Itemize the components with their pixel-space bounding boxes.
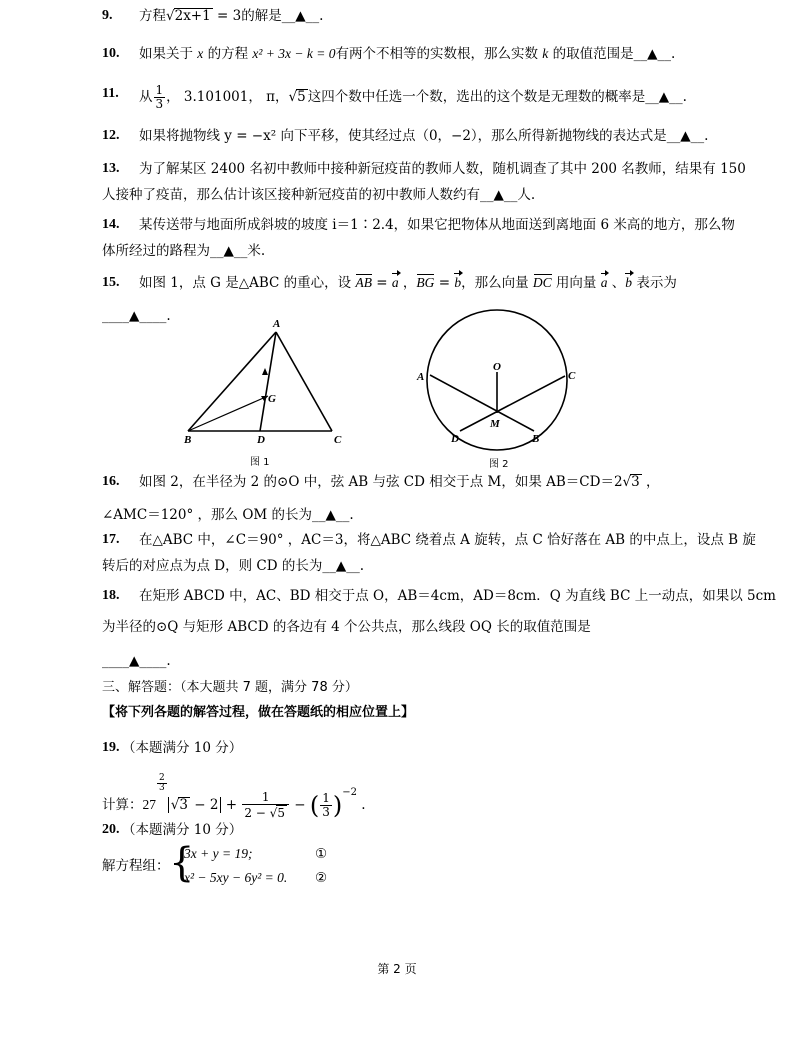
label-b: B	[532, 433, 540, 445]
question-number: 14.	[102, 217, 120, 232]
answer-blank: __▲__.	[281, 8, 324, 24]
answer-blank: ____▲____.	[102, 653, 171, 669]
absolute-value: √3 − 2	[168, 797, 222, 813]
question-number: 10.	[102, 46, 120, 61]
question-number: 19.	[102, 740, 120, 755]
answer-blank: __▲__.	[666, 128, 709, 144]
question-number: 13.	[102, 161, 120, 176]
figure-2-circle	[410, 300, 590, 475]
answer-blank: __▲__.	[633, 46, 676, 62]
question-number: 15.	[102, 275, 120, 290]
label-a: A	[417, 371, 425, 383]
question-number: 20.	[102, 822, 120, 837]
question-number: 9.	[102, 8, 113, 23]
label-c: C	[334, 434, 342, 446]
label-g: G	[268, 393, 276, 405]
fraction: $\frac{1}{3}$	[155, 83, 164, 111]
exam-page: 9. 方程√2x+1 = 3的解是__▲__. 10. 如果关于 x 的方程 x² + 3x − k = 0有两个不相等的实数根，那么实数 k 的取值范围是__▲__. 11. 从 $\frac{1}{3}$ ， 3.101001， π，√5 这四个数中任选一个数，选出的这个数是无理数的概率是__▲__. 12. 如果将抛物线 y = −x² 向下平移，使其经过点（0，−2），那么所得新抛物线的表达式是__▲__. 13. 为了解某区 2400 名初中教师中接种新冠疫苗的教师人数，随机调查了其中 200 名教师，结果有 150 人接种了疫苗，那么估计该区接种新冠疫苗的初中教师人数约有__▲__人. 14. 某传送带与地面所成斜坡的坡度 i＝1∶2.4，如果它把物体从地面送到离地面 6 米高的地方，那么物 体所经过的路程为__▲__米. 15. 如图 1，点 G 是△ABC 的重心，设 AB = a ，BG = b，那么向量 DC 用向量 a 、b 表示为 ____▲____. A B C D G 图 1 A C O M D B 图 2 16. 如图 2，在半径为 2 的⊙O 中，弦 AB 与弦 CD 相交于点 M，如果 AB＝CD＝2√3 ， ∠AMC＝120° ，那么 OM 的长为__▲__. 17. 在△ABC 中，∠C＝90° ，AC＝3，将△ABC 绕着点 A 旋转，点 C 恰好落在 AB 的中点上，设点 B 旋 转后的对应点为点 D，则 CD 的长为__▲__. 18. 在矩形 ABCD 中，AC、BD 相交于点 O，AB＝4cm，AD＝8cm．Q 为直线 BC 上一动点，如果以 5cm 为半径的⊙Q 与矩形 ABCD 的各边有 4 个公共点，那么线段 OQ 长的取值范围是 ____▲____. 三、解答题：（本大题共 7 题，满分 78 分） 【将下列各题的解答过程，做在答题纸的相应位置上】 19. （本题满分 10 分） 计算：27 $\frac{2}{3}$ √3 − 2 + $\frac{1}{2 - √5}$ − ( $\frac{1}{3}$ )$^{-2}$ . 20. （本题满分 10 分） 解方程组： { 3x + y = 19; ① x² − 5xy − 6y² = 0. ② 第 2 页	[0, 0, 794, 1041]
label-b: B	[184, 434, 192, 446]
question-number: 17.	[102, 532, 120, 547]
answer-blank: __▲__.	[645, 89, 687, 105]
page-footer: 第 2 页	[377, 962, 417, 976]
answer-blank: __▲__.	[322, 558, 365, 574]
question-number: 16.	[102, 474, 120, 489]
system-brace: {	[169, 840, 195, 886]
figure-2-caption: 图 2	[489, 459, 509, 470]
answer-blank: __▲__.	[312, 507, 354, 523]
figure-1-triangle	[170, 312, 370, 472]
answer-blank: __▲__	[210, 243, 248, 259]
answer-blank: ____▲____.	[102, 308, 171, 324]
question-number: 12.	[102, 128, 120, 143]
question-number: 11.	[102, 86, 119, 101]
fraction: $\frac{1}{2 - √5}$	[242, 791, 289, 820]
label-o: O	[493, 361, 501, 373]
answer-blank: __▲__	[480, 187, 518, 203]
fraction: $\frac{1}{3}$	[322, 791, 330, 819]
label-d: D	[451, 433, 459, 445]
label-m: M	[490, 418, 500, 430]
label-d: D	[257, 434, 265, 446]
question-number: 18.	[102, 588, 120, 603]
label-a: A	[273, 318, 281, 330]
exponent: $\frac{2}{3}$	[159, 773, 165, 793]
figure-1-caption: 图 1	[250, 457, 270, 468]
label-c: C	[568, 370, 576, 382]
